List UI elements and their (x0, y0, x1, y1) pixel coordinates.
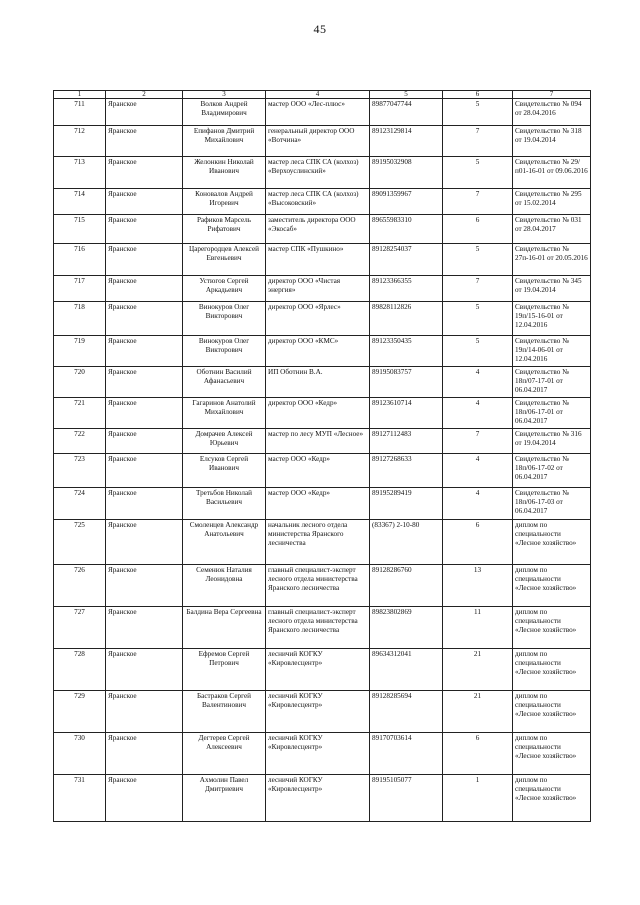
phone-cell: 89828112826 (370, 302, 443, 336)
table-row (54, 606, 591, 648)
position-cell: мастер леса СПК СА (колхоз) «Верхоуслинский» (266, 157, 370, 189)
table-row (54, 367, 591, 398)
document-cell: Свидетельство № 29/п01-16-01 от 09.06.2016 (513, 157, 591, 189)
registry-table (53, 90, 591, 822)
table-row (54, 487, 591, 519)
full-name-cell: Третьбов Николай Васильевич (183, 487, 266, 519)
district-cell: Яранское (106, 648, 183, 690)
row-number-cell: 715 (54, 215, 106, 244)
document-cell: диплом по специальности «Лесное хозяйство» (513, 648, 591, 690)
column-header: 7 (513, 91, 591, 99)
full-name-cell: Балдина Вера Сергеевна (183, 606, 266, 648)
experience-cell: 7 (443, 189, 513, 215)
experience-cell: 1 (443, 774, 513, 821)
phone-cell: 89195289419 (370, 487, 443, 519)
row-number-cell: 720 (54, 367, 106, 398)
table-row (54, 189, 591, 215)
full-name-cell: Смоленцев Александр Анатольевич (183, 519, 266, 564)
position-cell: ИП Оботнин В.А. (266, 367, 370, 398)
column-header: 6 (443, 91, 513, 99)
full-name-cell: Елсуков Сергей Иванович (183, 453, 266, 487)
row-number-cell: 716 (54, 244, 106, 276)
row-number-cell: 729 (54, 690, 106, 732)
experience-cell: 7 (443, 428, 513, 453)
row-number-cell: 718 (54, 302, 106, 336)
full-name-cell: Бастраков Сергей Валентинович (183, 690, 266, 732)
district-cell: Яранское (106, 774, 183, 821)
phone-cell: 89128285694 (370, 690, 443, 732)
table-row (54, 397, 591, 428)
row-number-cell: 721 (54, 397, 106, 428)
column-header: 1 (54, 91, 106, 99)
table-row (54, 276, 591, 302)
table-row (54, 453, 591, 487)
experience-cell: 11 (443, 606, 513, 648)
experience-cell: 6 (443, 732, 513, 774)
phone-cell: 89127112483 (370, 428, 443, 453)
row-number-cell: 726 (54, 564, 106, 606)
row-number-cell: 719 (54, 336, 106, 367)
full-name-cell: Рафиков Марсель Рифатович (183, 215, 266, 244)
phone-cell: 89195105077 (370, 774, 443, 821)
table-row (54, 302, 591, 336)
position-cell: директор ООО «КМС» (266, 336, 370, 367)
document-cell: Свидетельство № 18п/06-17-01 от 06.04.2017 (513, 397, 591, 428)
district-cell: Яранское (106, 244, 183, 276)
full-name-cell: Царегородцев Алексей Евгеньевич (183, 244, 266, 276)
phone-cell: 89091359967 (370, 189, 443, 215)
position-cell: мастер ООО «Кедр» (266, 453, 370, 487)
document-cell: диплом по специальности «Лесное хозяйство» (513, 519, 591, 564)
position-cell: мастер ООО «Лес-плюс» (266, 99, 370, 126)
full-name-cell: Гагаринов Анатолий Михайлович (183, 397, 266, 428)
position-cell: заместитель директора ООО «Экосаб» (266, 215, 370, 244)
table-row (54, 244, 591, 276)
row-number-cell: 728 (54, 648, 106, 690)
experience-cell: 4 (443, 487, 513, 519)
phone-cell: 89195032908 (370, 157, 443, 189)
phone-cell: 89170703614 (370, 732, 443, 774)
full-name-cell: Устюгов Сергей Аркадьевич (183, 276, 266, 302)
position-cell: мастер СПК «Пушкино» (266, 244, 370, 276)
position-cell: мастер ООО «Кедр» (266, 487, 370, 519)
document-cell: диплом по специальности «Лесное хозяйство» (513, 606, 591, 648)
phone-cell: 89123350435 (370, 336, 443, 367)
position-cell: главный специалист-эксперт лесного отдела министерства Яранского лесничества (266, 606, 370, 648)
column-header: 2 (106, 91, 183, 99)
document-cell: Свидетельство № 295 от 15.02.2014 (513, 189, 591, 215)
row-number-cell: 731 (54, 774, 106, 821)
table-row (54, 215, 591, 244)
full-name-cell: Оботнин Василий Афанасьевич (183, 367, 266, 398)
position-cell: мастер по лесу МУП «Лесное» (266, 428, 370, 453)
district-cell: Яранское (106, 519, 183, 564)
full-name-cell: Дегтерев Сергей Алексеевич (183, 732, 266, 774)
full-name-cell: Домрачев Алексей Юрьевич (183, 428, 266, 453)
document-cell: Свидетельство № 031 от 28.04.2017 (513, 215, 591, 244)
experience-cell: 13 (443, 564, 513, 606)
table-row (54, 774, 591, 821)
row-number-cell: 713 (54, 157, 106, 189)
position-cell: директор ООО «Чистая энергия» (266, 276, 370, 302)
experience-cell: 4 (443, 453, 513, 487)
phone-cell: 89655983310 (370, 215, 443, 244)
experience-cell: 5 (443, 244, 513, 276)
phone-cell: (83367) 2-10-80 (370, 519, 443, 564)
phone-cell: 89127268633 (370, 453, 443, 487)
table-row (54, 157, 591, 189)
page-number: 45 (313, 22, 327, 36)
experience-cell: 6 (443, 519, 513, 564)
document-cell: диплом по специальности «Лесное хозяйство» (513, 774, 591, 821)
experience-cell: 7 (443, 126, 513, 157)
experience-cell: 5 (443, 302, 513, 336)
phone-cell: 89195083757 (370, 367, 443, 398)
experience-cell: 21 (443, 690, 513, 732)
experience-cell: 4 (443, 397, 513, 428)
district-cell: Яранское (106, 189, 183, 215)
full-name-cell: Волков Андрей Владимирович (183, 99, 266, 126)
row-number-cell: 723 (54, 453, 106, 487)
position-cell: главный специалист-эксперт лесного отдела министерства Яранского лесничества (266, 564, 370, 606)
district-cell: Яранское (106, 157, 183, 189)
full-name-cell: Винокуров Олег Викторович (183, 302, 266, 336)
table-row (54, 428, 591, 453)
experience-cell: 5 (443, 336, 513, 367)
position-cell: лесничий КОГКУ «Кировлесцентр» (266, 648, 370, 690)
position-cell: начальник лесного отдела министерства Яранского лесничества (266, 519, 370, 564)
phone-cell: 89823802869 (370, 606, 443, 648)
position-cell: директор ООО «Ярлес» (266, 302, 370, 336)
position-cell: генеральный директор ООО «Вотчина» (266, 126, 370, 157)
table-row (54, 126, 591, 157)
document-cell: Свидетельство № 345 от 19.04.2014 (513, 276, 591, 302)
district-cell: Яранское (106, 99, 183, 126)
phone-cell: 89123610714 (370, 397, 443, 428)
position-cell: лесничий КОГКУ «Кировлесцентр» (266, 774, 370, 821)
row-number-cell: 711 (54, 99, 106, 126)
district-cell: Яранское (106, 428, 183, 453)
table-row (54, 519, 591, 564)
row-number-cell: 722 (54, 428, 106, 453)
table-row (54, 564, 591, 606)
district-cell: Яранское (106, 276, 183, 302)
position-cell: лесничий КОГКУ «Кировлесцентр» (266, 690, 370, 732)
district-cell: Яранское (106, 690, 183, 732)
column-number-row (54, 91, 591, 99)
document-cell: Свидетельство № 318 от 19.04.2014 (513, 126, 591, 157)
document-cell: диплом по специальности «Лесное хозяйство» (513, 732, 591, 774)
experience-cell: 6 (443, 215, 513, 244)
full-name-cell: Винокуров Олег Викторович (183, 336, 266, 367)
table-row (54, 732, 591, 774)
experience-cell: 5 (443, 99, 513, 126)
position-cell: лесничий КОГКУ «Кировлесцентр» (266, 732, 370, 774)
row-number-cell: 727 (54, 606, 106, 648)
district-cell: Яранское (106, 215, 183, 244)
full-name-cell: Ефремов Сергей Петрович (183, 648, 266, 690)
district-cell: Яранское (106, 336, 183, 367)
row-number-cell: 717 (54, 276, 106, 302)
row-number-cell: 712 (54, 126, 106, 157)
district-cell: Яранское (106, 487, 183, 519)
row-number-cell: 724 (54, 487, 106, 519)
phone-cell: 89128254037 (370, 244, 443, 276)
district-cell: Яранское (106, 302, 183, 336)
phone-cell: 89123366355 (370, 276, 443, 302)
table-row (54, 99, 591, 126)
document-cell: диплом по специальности «Лесное хозяйство» (513, 564, 591, 606)
full-name-cell: Желонкин Николай Иванович (183, 157, 266, 189)
column-header: 4 (266, 91, 370, 99)
phone-cell: 89123129814 (370, 126, 443, 157)
column-header: 3 (183, 91, 266, 99)
document-cell: Свидетельство № 18п/07-17-01 от 06.04.2017 (513, 367, 591, 398)
phone-cell: 89128286760 (370, 564, 443, 606)
full-name-cell: Епифанов Дмитрий Михайлович (183, 126, 266, 157)
district-cell: Яранское (106, 606, 183, 648)
document-cell: диплом по специальности «Лесное хозяйство» (513, 690, 591, 732)
district-cell: Яранское (106, 564, 183, 606)
table-row (54, 690, 591, 732)
experience-cell: 21 (443, 648, 513, 690)
document-cell: Свидетельство № 27п-16-01 от 20.05.2016 (513, 244, 591, 276)
table-row (54, 648, 591, 690)
row-number-cell: 725 (54, 519, 106, 564)
full-name-cell: Семенюк Наталия Леонидовна (183, 564, 266, 606)
column-header: 5 (370, 91, 443, 99)
row-number-cell: 714 (54, 189, 106, 215)
district-cell: Яранское (106, 397, 183, 428)
district-cell: Яранское (106, 367, 183, 398)
district-cell: Яранское (106, 453, 183, 487)
district-cell: Яранское (106, 126, 183, 157)
phone-cell: 89877047744 (370, 99, 443, 126)
document-cell: Свидетельство № 316 от 19.04.2014 (513, 428, 591, 453)
district-cell: Яранское (106, 732, 183, 774)
experience-cell: 5 (443, 157, 513, 189)
row-number-cell: 730 (54, 732, 106, 774)
document-cell: Свидетельство № 18п/06-17-02 от 06.04.2017 (513, 453, 591, 487)
experience-cell: 7 (443, 276, 513, 302)
phone-cell: 89634312041 (370, 648, 443, 690)
experience-cell: 4 (443, 367, 513, 398)
document-cell: Свидетельство № 094 от 28.04.2016 (513, 99, 591, 126)
table-row (54, 336, 591, 367)
document-cell: Свидетельство № 19п/15-16-01 от 12.04.2016 (513, 302, 591, 336)
document-cell: Свидетельство № 19п/14-06-01 от 12.04.2016 (513, 336, 591, 367)
full-name-cell: Коновалов Андрей Игоревич (183, 189, 266, 215)
position-cell: директор ООО «Кедр» (266, 397, 370, 428)
full-name-cell: Ахмолин Павел Дмитриевич (183, 774, 266, 821)
position-cell: мастер леса СПК СА (колхоз) «Высоковский» (266, 189, 370, 215)
document-cell: Свидетельство № 18п/06-17-03 от 06.04.2017 (513, 487, 591, 519)
